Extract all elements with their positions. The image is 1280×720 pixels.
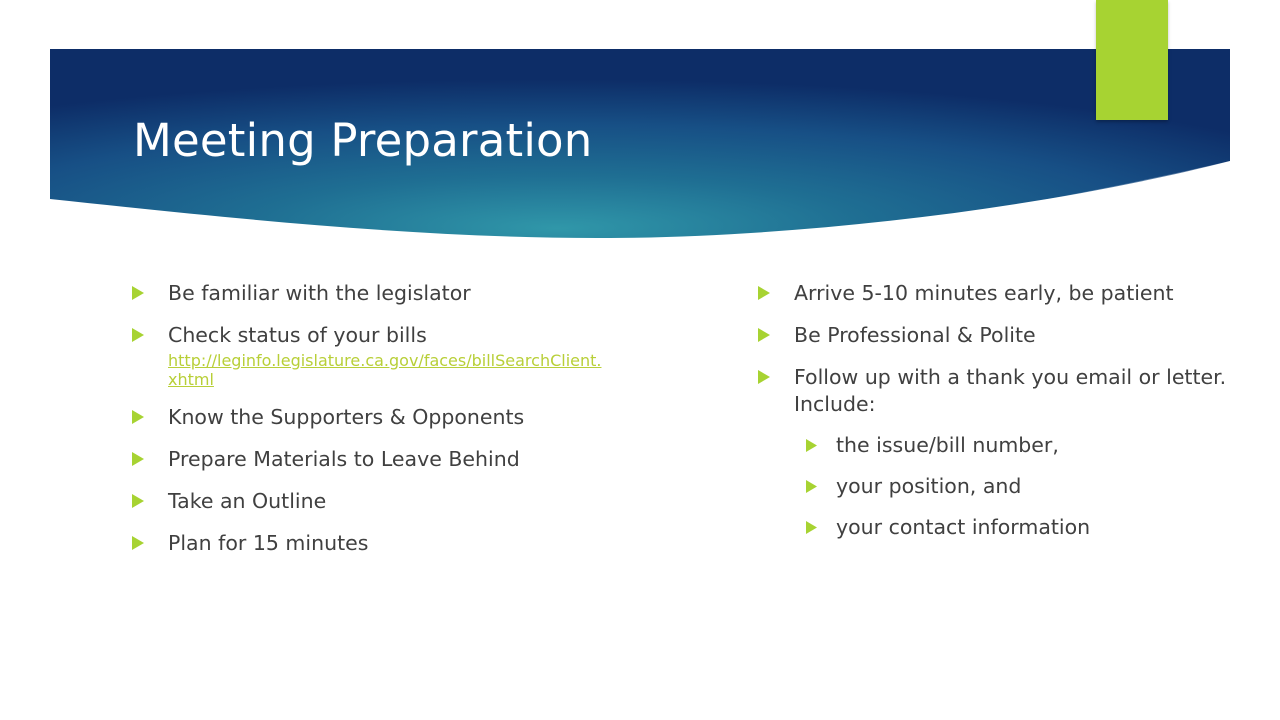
triangle-right-icon — [132, 410, 144, 424]
item-text: Prepare Materials to Leave Behind — [168, 447, 520, 471]
item-text: Check status of your bills — [168, 323, 427, 347]
triangle-right-icon — [132, 536, 144, 550]
item-text: Follow up with a thank you email or letter. Include: — [794, 365, 1227, 416]
item-text: Plan for 15 minutes — [168, 531, 369, 555]
triangle-right-icon — [132, 494, 144, 508]
triangle-right-icon — [806, 439, 817, 452]
sub-list-item — [794, 514, 1228, 541]
triangle-right-icon — [132, 328, 144, 342]
triangle-right-icon — [758, 286, 770, 300]
item-text: Take an Outline — [168, 489, 327, 513]
list-item — [132, 446, 612, 473]
sub-item-text: your position, and — [836, 474, 1022, 498]
list-item — [132, 488, 612, 515]
list-item — [758, 364, 1228, 541]
triangle-right-icon — [132, 452, 144, 466]
sub-bullet-list — [794, 432, 1228, 541]
right-bullet-list — [758, 280, 1228, 541]
bill-status-link[interactable]: http://leginfo.legislature.ca.gov/faces/billSearchClient.xhtml — [168, 351, 602, 389]
sub-list-item — [794, 432, 1228, 459]
item-text: Be familiar with the legislator — [168, 281, 471, 305]
triangle-right-icon — [132, 286, 144, 300]
left-bullet-list — [132, 280, 612, 557]
sub-item-text: the issue/bill number, — [836, 433, 1059, 457]
sub-list-item — [794, 473, 1228, 500]
left-column — [132, 280, 612, 572]
item-text: Know the Supporters & Opponents — [168, 405, 525, 429]
triangle-right-icon — [758, 370, 770, 384]
sub-item-text: your contact information — [836, 515, 1091, 539]
slide-title: Meeting Preparation — [133, 114, 593, 167]
right-column — [758, 280, 1228, 556]
item-text: Arrive 5-10 minutes early, be patient — [794, 281, 1174, 305]
triangle-right-icon — [806, 480, 817, 493]
list-item — [132, 404, 612, 431]
list-item — [132, 280, 612, 307]
triangle-right-icon — [758, 328, 770, 342]
list-item — [758, 280, 1228, 307]
list-item — [132, 322, 612, 389]
item-text: Be Professional & Polite — [794, 323, 1036, 347]
triangle-right-icon — [806, 521, 817, 534]
list-item — [758, 322, 1228, 349]
accent-tab — [1096, 0, 1168, 120]
list-item — [132, 530, 612, 557]
